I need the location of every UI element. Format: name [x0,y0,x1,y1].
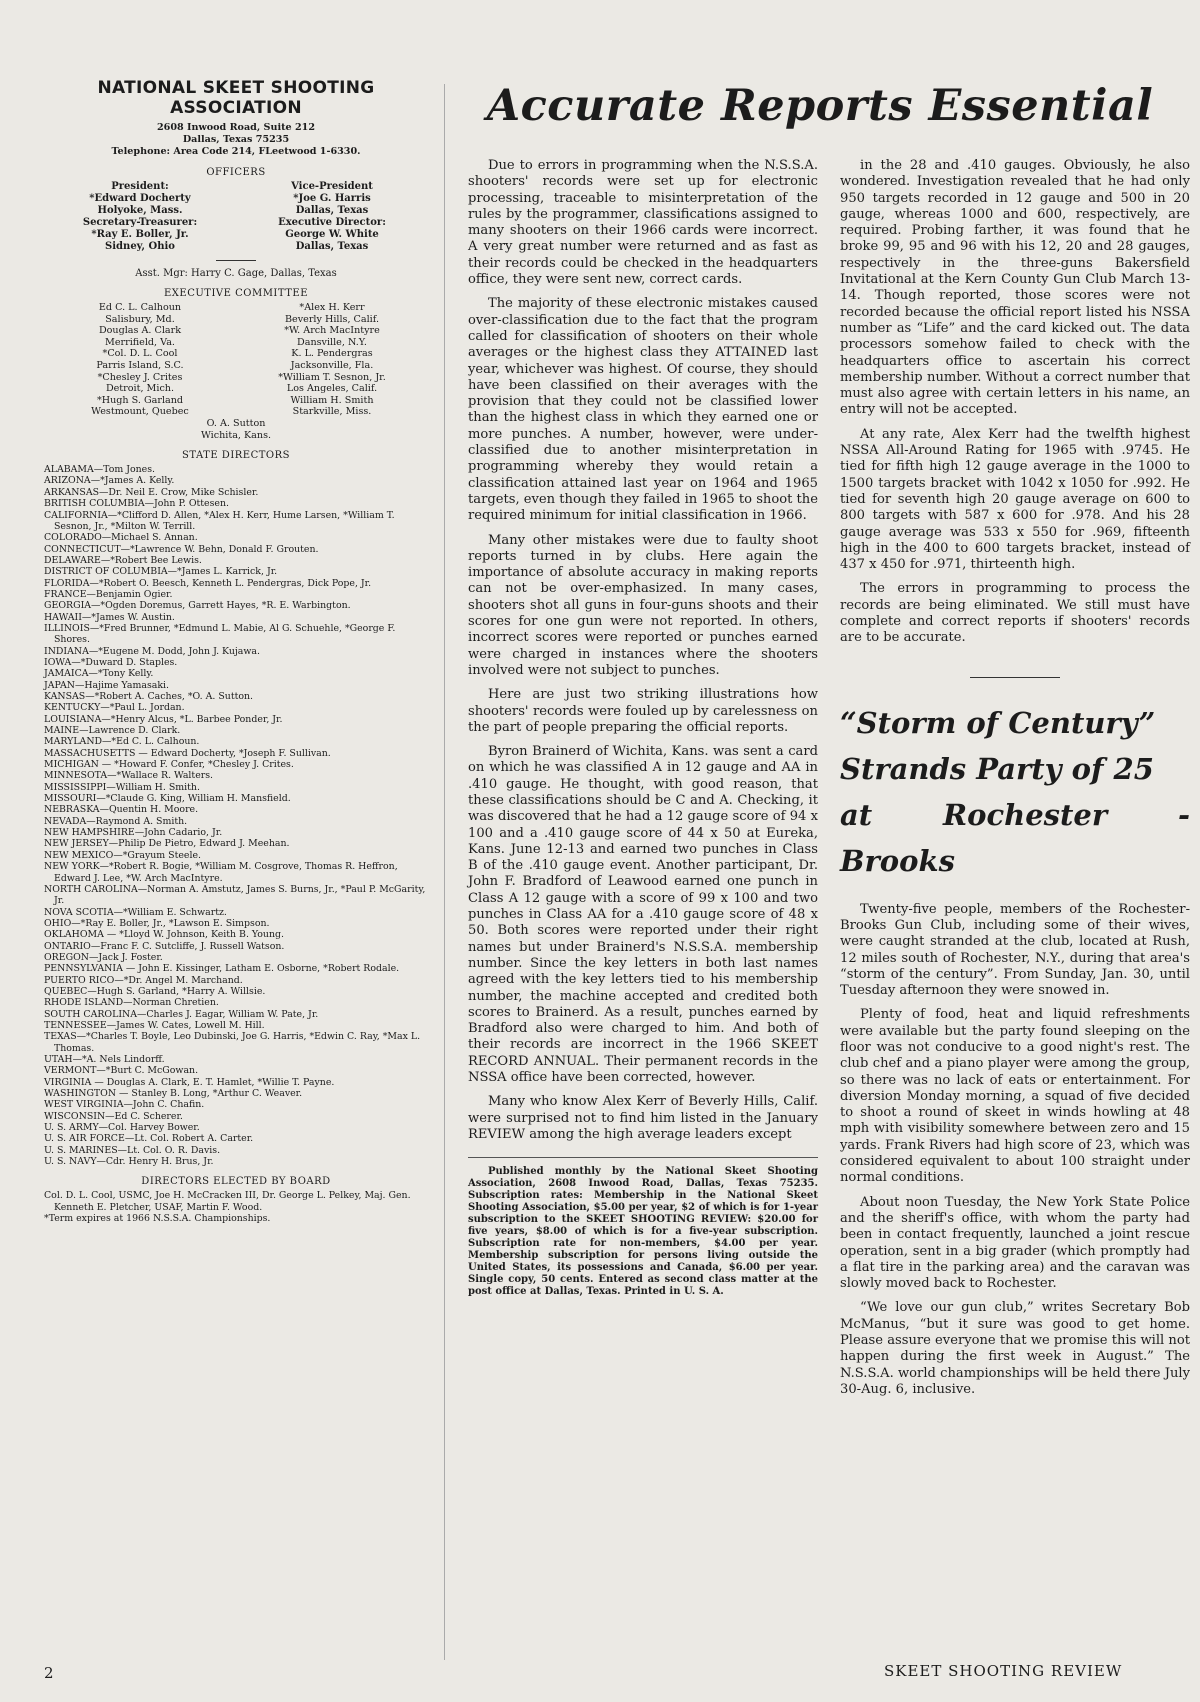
state-director-entry: SOUTH CAROLINA—Charles J. Eagar, William W. Pate, Jr. [44,1008,319,1020]
state-director-entry: CALIFORNIA—*Clifford D. Allen, *Alex H. Kerr, Hume Larsen, *William T. Sesnon, Jr., *Milton W. Terrill. [44,509,395,532]
officer-line: *Ray E. Boller, Jr. [91,229,189,240]
directors-elected-text: Col. D. L. Cool, USMC, Joe H. McCracken III, Dr. George L. Pelkey, Maj. Gen. Kenneth E. Pletcher, USAF, Martin F. Wood. [44,1190,411,1213]
state-director-entry: UTAH—*A. Nels Lindorff. [44,1054,165,1065]
committee-line: Westmount, Quebec [91,406,189,418]
state-director-entry: IOWA—*Duward D. Staples. [44,656,178,668]
state-director-entry: MASSACHUSETTS — Edward Docherty, *Joseph F. Sullivan. [44,747,331,759]
state-director-entry: ARKANSAS—Dr. Neil E. Crow, Mike Schisler. [44,486,259,498]
state-director-entry: U. S. AIR FORCE—Lt. Col. Robert A. Carter. [44,1133,254,1145]
committee-line: Detroit, Mich. [105,383,175,395]
article-divider [970,677,1060,678]
article-paragraph: The errors in programming to process the records are being eliminated. We still must have complete and correct reports if shooters' records are to be accurate. [840,581,1190,646]
state-director-entry: MARYLAND—*Ed C. L. Calhoun. [44,736,200,748]
officer-line: Dallas, Texas [295,205,369,216]
committee-line: Los Angeles, Calif. [286,383,378,395]
executive-last-city: Wichita, Kans. [200,429,272,441]
officer-line: *Edward Docherty [89,193,191,204]
state-director-entry: BRITISH COLUMBIA—John P. Ottesen. [44,498,229,510]
article-column-3 [840,158,1190,1406]
state-director-entry: U. S. ARMY—Col. Harvey Bower. [44,1122,200,1134]
committee-line: Parris Island, S.C. [96,359,184,371]
assistant-manager: Asst. Mgr: Harry C. Gage, Dallas, Texas [135,268,337,279]
officer-line: Dallas, Texas [295,241,369,252]
committee-line: Jacksonville, Fla. [290,359,374,371]
article-paragraph: Due to errors in programming when the N.S.S.A. shooters' records were set up for electronic processing, traceable to misinterpretation of the rules by the programmer, classifications assigned to many shooters on their 1966 cards were incorrect. A very great number were returned and as fast as their records could be checked in the headquarters office, they were sent new, correct cards. [468,158,818,288]
committee-line: *W. Arch MacIntyre [284,325,380,337]
article1-paragraphs-b [840,158,1190,647]
state-director-entry: KANSAS—*Robert A. Caches, *O. A. Sutton. [44,691,254,702]
state-directors-heading: STATE DIRECTORS [182,450,290,462]
storm-headline-line3: at Rochester - Brooks [840,797,1190,878]
state-director-entry: MICHIGAN — *Howard F. Confer, *Chesley J. Crites. [44,759,294,771]
committee-line: Starkville, Miss. [292,406,372,418]
article-paragraph: in the 28 and .410 gauges. Obviously, he also wondered. Investigation revealed that he had only 950 targets recorded in 12 gauge and 500 in 20 gauge, whereas 1000 and 600, respectively, are required. Probing farther, it was found that he broke 99, 95 and 96 with his 12, 20 and 28 gauges, respectively in the three-guns Bakersfield Invitational at the Kern County Gun Club March 13-14. Though reported, those scores were not recorded because the official report listed his NSSA number as “Life” and the card kicked out. The data processors somehow failed to check with the headquarters office to ascertain his correct membership number. Without a correct number that must also agree with certain letters in his name, an entry will not be accepted. [840,158,1190,418]
storm-headline-line2: Strands Party of 25 [840,751,1154,786]
state-director-entry: OKLAHOMA — *Lloyd W. Johnson, Keith B. Young. [44,929,284,941]
storm-headline-line1: “Storm of Century” [840,705,1156,740]
executive-last-member [44,418,428,441]
officer-line: Holyoke, Mass. [97,205,183,216]
article-paragraph: Here are just two striking illustrations how shooters' records were fouled up by carelessness on the part of people preparing the official reports. [468,687,818,735]
committee-line: Dansville, N.Y. [297,336,367,348]
article-paragraph: Twenty-five people, members of the Rochester-Brooks Gun Club, including some of their wives, were caught stranded at the club, located at Rush, 12 miles south of Rochester, N.Y., during that area's “storm of the century”. From Sunday, Jan. 30, until Tuesday afternoon they were snowed in. [840,901,1190,999]
committee-line: Salisbury, Md. [105,313,175,325]
state-director-entry: ALABAMA—Tom Jones. [44,464,155,476]
divider [216,260,256,261]
committee-line: William H. Smith [290,394,374,406]
executive-left [44,302,236,418]
term-note: *Term expires at 1966 N.S.S.A. Championships. [44,1213,271,1225]
association-name-line2: ASSOCIATION [170,98,302,118]
state-director-entry: OHIO—*Ray E. Boller, Jr., *Lawson E. Simpson. [44,917,270,929]
state-director-entry: INDIANA—*Eugene M. Dodd, John J. Kujawa. [44,645,260,657]
state-director-entry: WISCONSIN—Ed C. Scherer. [44,1110,183,1122]
committee-line: Beverly Hills, Calif. [285,313,379,325]
magazine-footer: SKEET SHOOTING REVIEW [884,1662,1123,1680]
state-director-entry: JAMAICA—*Tony Kelly. [44,668,154,680]
state-director-entry: MISSISSIPPI—William H. Smith. [44,781,200,793]
article-paragraph: Byron Brainerd of Wichita, Kans. was sent a card on which he was classified A in 12 gauge and AA in .410 gauge. He thought, with good reason, that these classifications should be C and A. Checking, it was discovered that he had a 12 gauge score of 94 x 100 and a .410 gauge score of 44 x 50 at Eureka, Kans. June 12-13 and earned two punches in Class B of the .410 gauge event. Another participant, Dr. John F. Bradford of Leawood earned one punch in Class A 12 gauge with a score of 99 x 100 and two punches in Class AA for a .410 gauge score of 48 x 50. Both scores were reported under their right names but under Brainerd's N.S.S.A. membership number. Since the key letters in both last names agreed with the key letters tied to his membership number, the machine accepted and credited both scores to Brainerd. As a result, punches earned by Bradford also were charged to him. And both of their records are incorrect in the 1966 SKEET RECORD ANNUAL. Their permanent records in the NSSA office have been corrected, however. [468,744,818,1086]
article-paragraph: Many who know Alex Kerr of Beverly Hills, Calif. were surprised not to find him listed in the January REVIEW among the high average leaders except [468,1094,818,1142]
article-paragraph: About noon Tuesday, the New York State Police and the sheriff's office, with whom the party had been in contact frequently, launched a joint rescue operation, sent in a big grader (which promptly had a flat tire in the parking area) and the caravan was slowly moved back to Rochester. [840,1194,1190,1292]
state-director-entry: U. S. NAVY—Cdr. Henry H. Brus, Jr. [44,1156,214,1168]
state-director-entry: NEW MEXICO—*Grayum Steele. [44,849,201,861]
officer-line: *Joe G. Harris [293,193,371,204]
article-headline: Accurate Reports Essential [486,81,1154,131]
state-director-entry: NEW HAMPSHIRE—John Cadario, Jr. [44,827,223,839]
state-director-entry: HAWAII—*James W. Austin. [44,611,175,623]
officer-line: Sidney, Ohio [105,241,175,252]
state-director-entry: WEST VIRGINIA—John C. Chafin. [44,1099,205,1111]
committee-line: Merrifield, Va. [105,336,175,348]
officer-line: Executive Director: [278,217,386,228]
state-director-entry: MISSOURI—*Claude G. King, William H. Mansfield. [44,793,291,805]
state-director-entry: DELAWARE—*Robert Bee Lewis. [44,554,202,566]
state-director-entry: DISTRICT OF COLUMBIA—*James L. Karrick, Jr. [44,566,278,578]
telephone: Telephone: Area Code 214, FLeetwood 1-6330. [111,146,361,157]
state-director-entry: MAINE—Lawrence D. Clark. [44,725,181,737]
state-director-entry: U. S. MARINES—Lt. Col. O. R. Davis. [44,1144,221,1156]
state-director-entry: GEORGIA—*Ogden Doremus, Garrett Hayes, *R. E. Warbington. [44,600,351,612]
committee-line: Ed C. L. Calhoun [98,302,182,313]
state-directors-list [44,464,428,1167]
association-name-line1: NATIONAL SKEET SHOOTING [97,78,375,98]
officers-right [236,181,428,253]
article-paragraph: At any rate, Alex Kerr had the twelfth highest NSSA All-Around Rating for 1965 with .9745. He tied for fifth high 12 gauge average in the 1000 to 1500 targets bracket with 1042 x 1050 for .992. He tied for seventh high 20 gauge average on 600 to 800 targets with 587 x 600 for .978. And his 28 gauge average was 533 x 550 for .969, fifteenth high in the 400 to 600 targets bracket, instead of 437 x 450 for .971, thirteenth high. [840,426,1190,573]
publication-divider [468,1157,818,1158]
state-director-entry: TENNESSEE—James W. Cates, Lowell M. Hill. [44,1019,265,1031]
committee-line: *William T. Sesnon, Jr. [278,371,386,383]
state-director-entry: JAPAN—Hajime Yamasaki. [44,679,169,691]
storm-headline [840,700,1190,884]
state-director-entry: NOVA SCOTIA—*William E. Schwartz. [44,906,227,918]
state-director-entry: NEVADA—Raymond A. Smith. [44,815,188,827]
state-director-entry: CONNECTICUT—*Lawrence W. Behn, Donald F. Grouten. [44,543,319,555]
state-director-entry: TEXAS—*Charles T. Boyle, Leo Dubinski, Joe G. Harris, *Edwin C. Ray, *Max L. Thomas. [44,1031,421,1054]
state-director-entry: MINNESOTA—*Wallace R. Walters. [44,770,214,782]
officer-line: Vice-President [291,181,373,192]
officer-line: George W. White [285,229,379,240]
committee-line: *Chesley J. Crites [97,371,183,383]
address-line2: Dallas, Texas 75235 [182,134,290,145]
state-director-entry: COLORADO—Michael S. Annan. [44,532,198,544]
state-director-entry: ARIZONA—*James A. Kelly. [44,475,175,487]
executive-committee-list [44,302,428,418]
executive-committee-heading: EXECUTIVE COMMITTEE [163,288,309,299]
state-director-entry: KENTUCKY—*Paul L. Jordan. [44,702,185,714]
committee-line: *Alex H. Kerr [299,302,365,313]
page-number: 2 [44,1664,54,1682]
executive-last-name: O. A. Sutton [206,417,266,429]
masthead-column [44,78,428,1225]
state-director-entry: FLORIDA—*Robert O. Beesch, Kenneth L. Pendergras, Dick Pope, Jr. [44,577,372,589]
state-director-entry: ILLINOIS—*Fred Brunner, *Edmund L. Mabie, Al G. Schuehle, *George F. Shores. [44,622,396,646]
article-paragraph: “We love our gun club,” writes Secretary Bob McManus, “but it sure was good to get home. Please assure everyone that we promise this will not happen during the first week in August.” The N.S.S.A. world championships will be held there July 30-Aug. 6, inclusive. [840,1300,1190,1397]
executive-right [236,302,428,418]
column-divider [444,84,445,1660]
officer-line: President: [111,181,169,192]
article-paragraph: The majority of these electronic mistakes caused over-classification due to the fact that the program called for classification of shooters on their whole averages or the highest class they ATTAINED last year, whichever was highest. Of course, they should have been classified on their averages with the provision that they could not be classified lower than the highest class in which they earned one or more punches. A number, however, were under-classified due to another misinterpretation in programming whereby they would retain a classification attained last year on 1964 and 1965 targets, even though they failed in 1965 to shoot the required minimum for initial classification in 1966. [468,296,818,524]
state-director-entry: VIRGINIA — Douglas A. Clark, E. T. Hamlet, *Willie T. Payne. [44,1076,335,1088]
state-director-entry: ONTARIO—Franc F. C. Sutcliffe, J. Russell Watson. [44,940,285,952]
state-director-entry: WASHINGTON — Stanley B. Long, *Arthur C. Weaver. [44,1088,303,1100]
state-director-entry: PUERTO RICO—*Dr. Angel M. Marchand. [44,974,243,986]
state-director-entry: FRANCE—Benjamin Ogier. [44,588,173,600]
state-director-entry: OREGON—Jack J. Foster. [44,951,163,963]
committee-line: *Col. D. L. Cool [102,348,178,360]
state-director-entry: PENNSYLVANIA — John E. Kissinger, Latham E. Osborne, *Robert Rodale. [44,963,400,975]
state-director-entry: RHODE ISLAND—Norman Chretien. [44,997,219,1009]
state-director-entry: VERMONT—*Burt C. McGowan. [44,1065,199,1077]
officers-heading: OFFICERS [206,167,266,178]
officers-left [44,181,236,253]
committee-line: K. L. Pendergras [291,348,373,360]
article1-paragraphs-a [468,158,818,1143]
officers-list [44,181,428,253]
association-name [44,78,428,118]
committee-line: Douglas A. Clark [98,325,182,337]
state-director-entry: NEW JERSEY—Philip De Pietro, Edward J. Meehan. [44,838,290,850]
association-address [44,122,428,158]
article-column-2 [468,158,818,1306]
article2-paragraphs [840,902,1190,1399]
article-paragraph: Plenty of food, heat and liquid refreshments were available but the party found sleeping on the floor was not conducive to a good night's rest. The club chef and a piano player were among the group, so there was no lack of eats or entertainment. For diversion Monday morning, a squad of five decided to shoot a round of skeet in winds howling at 48 mph with visibility somewhere between zero and 15 yards. Frank Rivers had high score of 23, which was considered equivalent to about 100 straight under normal conditions. [840,1007,1190,1186]
state-director-entry: NEBRASKA—Quentin H. Moore. [44,804,199,816]
state-director-entry: QUEBEC—Hugh S. Garland, *Harry A. Willsie. [44,985,266,997]
committee-line: *Hugh S. Garland [96,394,184,406]
officer-line: Secretary-Treasurer: [82,217,198,228]
article-paragraph: Many other mistakes were due to faulty shoot reports turned in by clubs. Here again the importance of absolute accuracy in making reports can not be over-emphasized. In many cases, shooters shot all guns in four-guns shoots and their scores for one gun were not reported. In others, incorrect scores were reported or punches earned were charged in instances where the shooters involved were not subject to punches. [468,532,818,678]
publication-note: Published monthly by the National Skeet Shooting Association, 2608 Inwood Road, Dallas, Texas 75235. Subscription rates: Membership in the National Skeet Shooting Association, $5.00 per year, $2 of which is for 1-year subscription to the SKEET SHOOTING REVIEW: $20.00 for five years, $8.00 of which is for a five-year subscription. Subscription rate for non-members, $4.00 per year. Membership subscription for persons living outside the United States, its possessions and Canada, $6.00 per year. Single copy, 50 cents. Entered as second class matter at the post office at Dallas, Texas. Printed in U. S. A. [468,1166,818,1298]
state-director-entry: NORTH CAROLINA—Norman A. Amstutz, James S. Burns, Jr., *Paul P. McGarity, Jr. [44,883,426,907]
address-line1: 2608 Inwood Road, Suite 212 [156,122,316,133]
state-director-entry: NEW YORK—*Robert R. Bogie, *William M. Cosgrove, Thomas R. Heffron, Edward J. Lee, *W. Arch MacIntyre. [44,861,398,884]
directors-elected-heading: DIRECTORS ELECTED BY BOARD [141,1176,331,1188]
state-director-entry: LOUISIANA—*Henry Alcus, *L. Barbee Ponder, Jr. [44,713,283,725]
